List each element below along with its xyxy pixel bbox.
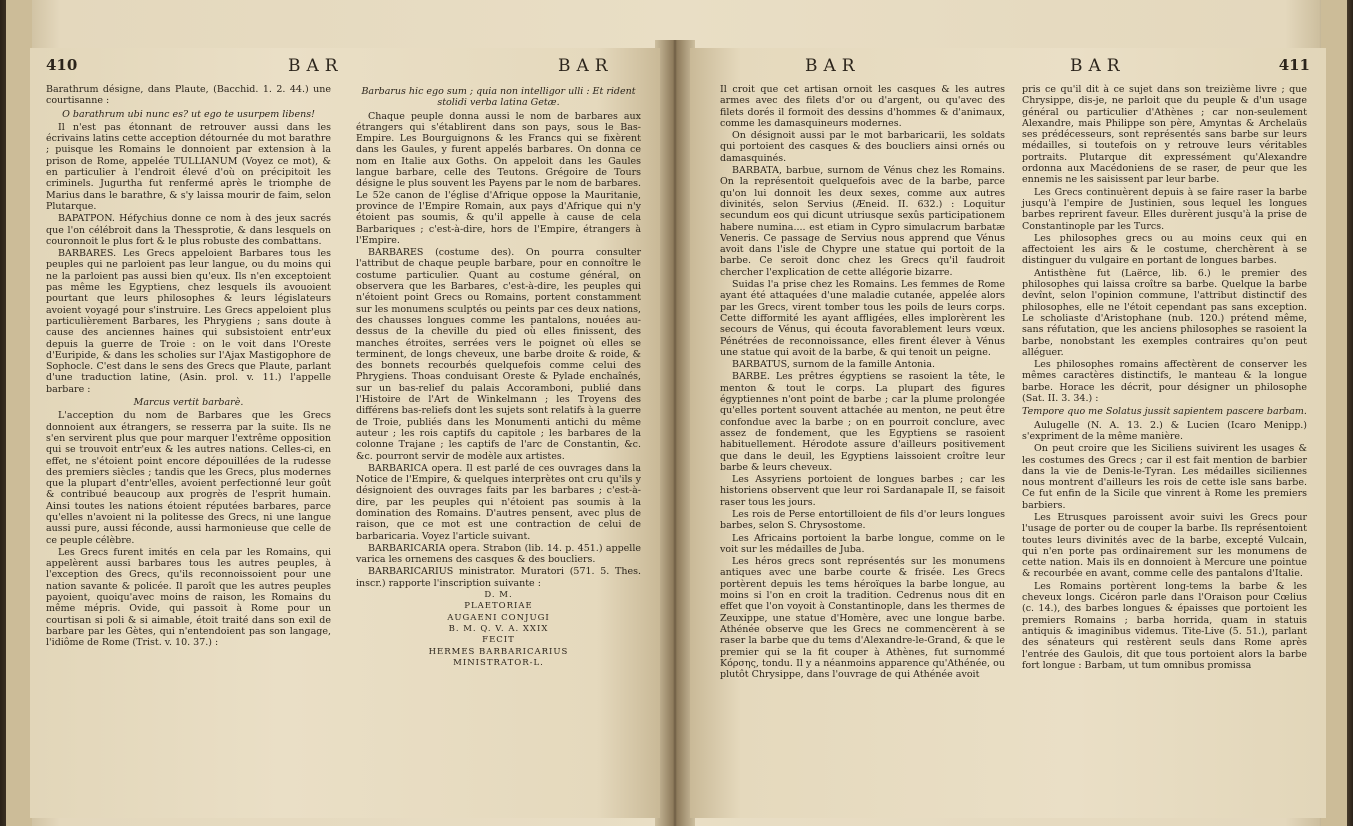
paragraph: On peut croire que les Siciliens suivirent les usages & les costumes des Grecs ; car il est fait mention de barbier dans la vie de Denis-le-Tyran. Les médailles siciliennes nous montrent d'ailleurs les rois de cette isle sans barbe. Ce fut enfin de la Sicile que vinrent à Rome les premiers barbiers.: [1022, 443, 1307, 511]
paragraph: BARBARICARIUS ministrator. Muratori (571. 5. Thes. inscr.) rapporte l'inscription suivante :: [356, 566, 641, 589]
inscription-line: MINISTRATOR-L.: [453, 657, 544, 668]
paragraph: Barbarus hic ego sum ; quia non intelligor ulli : Et rident stolidi verba latina Getæ.: [361, 86, 636, 109]
page-number: 410: [46, 56, 78, 74]
left-column-1: [46, 84, 331, 650]
paragraph: Les héros grecs sont représentés sur les monumens antiques avec une barbe courte & frisée. Les Grecs portèrent depuis les tems héroïques la barbe longue, au moins si l'on en croit la tradition. Cedrenus nous dit en effet que l'on voyoit à Constantinople, dans les thermes de Zeuxippe, une statue d'Homère, avec une longue barbe. Athénée observe que les Grecs ne commencèrent à se raser la barbe que du tems d'Alexandre-le-Grand, & que le premier qui se la fit couper à Athènes, fut surnommé Κόρσης, tondu. Il y a néanmoins apparence qu'Athénée, ou plutôt Chrysippe, dans l'ouvrage de qui Athénée avoit: [720, 556, 1005, 681]
paragraph: Antisthène fut (Laërce, lib. 6.) le premier des philosophes qui laissa croître sa barbe. Quelque la barbe devînt, selon l'opinion commune, l'attribut distinctif des philosophes, elle ne l'étoit cependant pas sans exception. Le scholiaste d'Aristophane (nub. 120.) prétend même, sans réfutation, que les anciens philosophes se rasoient la barbe, nonobstant les exemples contraires qu'on peut alléguer.: [1022, 267, 1307, 358]
paragraph: Barathrum désigne, dans Plaute, (Bacchid. 1. 2. 44.) une courtisanne :: [46, 84, 331, 107]
right-page: [690, 48, 1326, 818]
inscription-line: AUGAENI CONJUGI: [447, 612, 550, 623]
paragraph: BARBATA, barbue, surnom de Vénus chez les Romains. On la représentoit quelquefois avec de la barbe, parce qu'on lui donnoit les deux sexes, comme aux autres divinités, selon Servius (Æneid. II. 632.) : Loquitur secundum eos qui dicunt utriusque sexûs participationem habere numina.... est etiam in Cypro simulacrum barbatæ Veneris. Ce passage de Servius nous apprend que Vénus avoit dans l'isle de Chypre une statue qui portoit de la barbe. Ce seroit donc chez les Grecs qu'il faudroit chercher l'explication de cette allégorie bizarre.: [720, 165, 1005, 278]
inscription-line: HERMES BARBARICARIUS: [428, 646, 569, 657]
paragraph: Aulugelle (N. A. 13. 2.) & Lucien (Icaro Menipp.) s'expriment de la même manière.: [1022, 419, 1307, 442]
paragraph: pris ce qu'il dit à ce sujet dans son treizième livre ; que Chrysippe, dis-je, ne parloit que du peuple & d'un usage général ou particulier d'Athènes ; car non-seulement Alexandre, mais Philippe son père, Amyntas & Archelaüs ses prédécesseurs, sont représentés sans barbe sur leurs médailles, si toutefois on y retrouve leurs véritables portraits. Plutarque dit expressément qu'Alexandre ordonna aux Macédoniens de se raser, de peur que les ennemis ne les saisissent par leur barbe.: [1022, 84, 1307, 186]
paragraph: Les Grecs furent imités en cela par les Romains, qui appelèrent aussi barbares tous les autres peuples, à l'exception des Grecs, qu'ils reconnoissoient pour une nation savante & policée. Il paroît que les autres peuples payoient, quoiqu'avec moins de raison, les Romains du même mépris. Ovide, qui passoit à Rome pour un courtisan si poli & si aimable, étoit traité dans son exil de barbare par les Gètes, qui n'entendoient pas son langage, l'idiôme de Rome (Trist. v. 10. 37.) :: [46, 546, 331, 649]
paragraph: Les Africains portoient la barbe longue, comme on le voit sur les médailles de Juba.: [720, 532, 1005, 555]
paragraph: BARBE. Les prêtres égyptiens se rasoient la tête, le menton & tout le corps. La plupart des figures égyptiennes n'ont point de barbe ; car la plume prolongée qu'elles portent souvent attachée au menton, ne peut être confondue avec la barbe ; on en pourroit conclure, avec assez de fondement, que les Egyptiens se rasoient habituellement. Hérodote assure d'ailleurs positivement que dans le deuil, les Egyptiens laissoient croître leur barbe & leurs cheveux.: [720, 371, 1005, 473]
paragraph: Chaque peuple donna aussi le nom de barbares aux étrangers qui s'établirent dans son pays, sous le Bas-Empire. Les Bourguignons & les Francs qui se fixèrent dans les Gaules, y furent appelés barbares. On donna ce nom en Italie aux Goths. On appeloit dans les Gaules langue barbare, celle des Teutons. Grégoire de Tours désigne le plus souvent les Payens par le nom de barbares. Le 52e canon de l'église d'Afrique oppose la Mauritanie, province de l'Empire Romain, aux pays d'Afrique qui n'y étoient pas soumis, & qu'il appelle à cause de cela Barbariques ; c'est-à-dire, hors de l'Empire, étrangers à l'Empire.: [356, 110, 641, 246]
paragraph: BARBARES. Les Grecs appeloient Barbares tous les peuples qui ne parloient pas leur langue, ou du moins qui ne la parloient pas aussi bien qu'eux. Ils n'en exceptoient pas même les Egyptiens, chez lesquels ils avouoient pourtant que leurs philosophes & leurs législateurs avoient voyagé pour s'instruire. Les Grecs appeloient plus particulièrement Barbares, les Phrygiens ; sans doute à cause des anciennes haines qui subsistoient entr'eux depuis la guerre de Troie : on le voit dans l'Oreste d'Euripide, & dans les scholies sur l'Ajax Mastigophore de Sophocle. C'est dans le sens des Grecs que Plaute, parlant d'une traduction latine, (Asin. prol. v. 11.) l'appelle barbare :: [46, 248, 331, 395]
paragraph: BARBARICARIA opera. Strabon (lib. 14. p. 451.) appelle varica les ornemens des casques & des boucliers.: [356, 542, 641, 566]
paragraph: Les Etrusques paroissent avoir suivi les Grecs pour l'usage de porter ou de couper la barbe. Ils représentoient toutes leurs divinités avec de la barbe, excepté Vulcain, qui n'en porte pas ordinairement sur les monumens de cette nation. Mais ils en donnoient à Mercure une pointue & recourbée en avant, comme celle des pantalons d'Italie.: [1022, 511, 1307, 580]
left-page-header: [30, 56, 660, 78]
running-head: BAR: [288, 56, 344, 76]
paragraph: Les rois de Perse entortilloient de fils d'or leurs longues barbes, selon S. Chrysostome.: [720, 508, 1005, 532]
paragraph: BAPATPON. Héfychius donne ce nom à des jeux sacrés que l'on célébroit dans la Thessprotie, & dans lesquels on couronnoit le plus fort & le plus robuste des combattans.: [46, 213, 331, 247]
inscription-line: PLAETORIAE: [464, 601, 533, 612]
paragraph: O barathrum ubi nunc es? ut ego te usurpem libens!: [62, 108, 315, 120]
paragraph: Marcus vertit barbarè.: [133, 397, 244, 409]
paragraph: Les Assyriens portoient de longues barbes ; car les historiens observent que leur roi Sardanapale II, se faisoit raser tous les jours.: [720, 474, 1005, 508]
right-column-1: [720, 84, 1005, 681]
paragraph: Suidas l'a prise chez les Romains. Les femmes de Rome ayant été attaquées d'une maladie cutanée, appelée alors par les Grecs, virent tomber tous les poils de leurs corps. Cette difformité les ayant affligées, elles implorèrent les secours de Vénus, qui écouta favorablement leurs vœux. Pénétrées de reconnoissance, elles firent élever à Vénus une statue qui avoit de la barbe, & qui tenoit un peigne.: [720, 279, 1005, 358]
book-gutter: [655, 40, 695, 826]
paragraph: Les philosophes grecs ou au moins ceux qui en affectoient les airs & le costume, cherchèrent à se distinguer du vulgaire en portant de longues barbes.: [1022, 232, 1307, 267]
paragraph: Les philosophes romains affectèrent de conserver les mêmes caractères distinctifs, le manteau & la longue barbe. Horace les décrit, pour désigner un philosophe (Sat. II. 3. 34.) :: [1022, 359, 1307, 405]
paragraph: BARBARES (costume des). On pourra consulter l'attribut de chaque peuple barbare, pour en connoître le costume particulier. Quant au costume général, on observera que les Barbares, c'est-à-dire, les peuples qui n'étoient point Grecs ou Romains, portent constamment sur les monumens sculptés ou peints par ces deux nations, des chausses longues comme les pantalons, nouées au-dessus de la cheville du pied où elles finissent, des manches étroites, serrées vers le poignet où elles se terminent, de longs cheveux, une barbe droite & roide, & des bonnets recourbés quelquefois comme celui des Phrygiens. Thoas conduisant Oreste & Pylade enchaînés, sur un bas-relief du palais Accoramboni, publié dans l'Histoire de l'Art de Winkelmann ; les Troyens des différens bas-reliefs dont les sujets sont relatifs à la guerre de Troie, publiés dans les Monumenti antichi du même auteur ; les rois captifs du capitole ; les barbares de la colonne Trajane ; les captifs de l'arc de Constantin, &c. &c. pourront servir de modèle aux artistes.: [356, 247, 641, 462]
left-column-2: [356, 84, 641, 669]
inscription-line: B. M. Q. V. A. XXIX: [448, 623, 549, 634]
page-number: 411: [1278, 56, 1310, 74]
inscription-line: D. M.: [484, 590, 513, 601]
paragraph: Tempore quo me Solatus jussit sapientem pascere barbam.: [1022, 406, 1307, 418]
paragraph: Il croit que cet artisan ornoit les casques & les autres armes avec des filets d'or ou d'argent, ou qu'avec des filets dorés il formoit des dessins d'hommes & d'animaux, comme les damasquineurs modernes.: [720, 84, 1005, 129]
paragraph: On désignoit aussi par le mot barbaricarii, les soldats qui portoient des casques & des boucliers ainsi ornés ou damasquinés.: [720, 130, 1005, 164]
left-page: [30, 48, 660, 818]
left-page-edges: [6, 0, 32, 826]
paragraph: Les Romains portèrent long-tems la barbe & les cheveux longs. Cicéron parle dans l'Oraison pour Cœlius (c. 14.), des barbes longues & épaisses que portoient les premiers Romains ; barba horrida, quam in statuis antiquis & imaginibus videmus. Tite-Live (5. 51.), parlant des sénateurs qui restèrent seuls dans Rome après l'entrée des Gaulois, dit que tous portoient alors la barbe fort longue : Barbam, ut tum omnibus promissa: [1022, 580, 1307, 671]
right-column-2: [1022, 84, 1307, 672]
inscription-line: FECIT: [482, 635, 515, 646]
paragraph: Les Grecs continuèrent depuis à se faire raser la barbe jusqu'à l'empire de Justinien, sous lequel les longues barbes reprirent faveur. Elles durèrent jusqu'à la prise de Constantinople par les Turcs.: [1022, 186, 1307, 232]
running-head: BAR: [1070, 56, 1126, 76]
running-head: BAR: [805, 56, 861, 76]
paragraph: BARBATUS, surnom de la famille Antonia.: [732, 359, 936, 371]
right-page-header: [690, 56, 1326, 78]
running-head: BAR: [558, 56, 614, 76]
paragraph: BARBARICA opera. Il est parlé de ces ouvrages dans la Notice de l'Empire, & quelques interprètes ont cru qu'ils y désignoient des ouvrages faits par les barbares ; c'est-à-dire, par les peuples qui n'étoient pas soumis à la domination des Romains. D'autres pensent, avec plus de raison, que ce mot est une contraction de celui de barbaricaria. Voyez l'article suivant.: [356, 462, 641, 542]
paragraph: Il n'est pas étonnant de retrouver aussi dans les écrivains latins cette acception détournée du mot barathre ; puisque les Romains le donnoient par extension à la prison de Rome, appelée TULLIANUM (Voyez ce mot), & en particulier à l'endroit élevé d'où on précipitoit les criminels. Jugurtha fut renfermé après le triomphe de Marius dans le barathre, & s'y laissa mourir de faim, selon Plutarque.: [46, 121, 331, 212]
paragraph: L'acception du nom de Barbares que les Grecs donnoient aux étrangers, se resserra par la suite. Ils ne s'en servirent plus que pour marquer l'extrême opposition qui se trouvoit entr'eux & les autres nations. Celles-ci, en effet, ne s'étoient point encore dépouillées de la rudesse des premiers siècles ; tandis que les Grecs, plus modernes que la plupart d'entr'elles, avoient perfectionné leur goût & contribué beaucoup aux progrès de l'esprit humain. Ainsi toutes les nations étoient réputées barbares, parce qu'elles n'avoient ni la politesse des Grecs, ni une langue aussi pure, aussi féconde, aussi harmonieuse que celle de ce peuple célèbre.: [46, 410, 331, 546]
